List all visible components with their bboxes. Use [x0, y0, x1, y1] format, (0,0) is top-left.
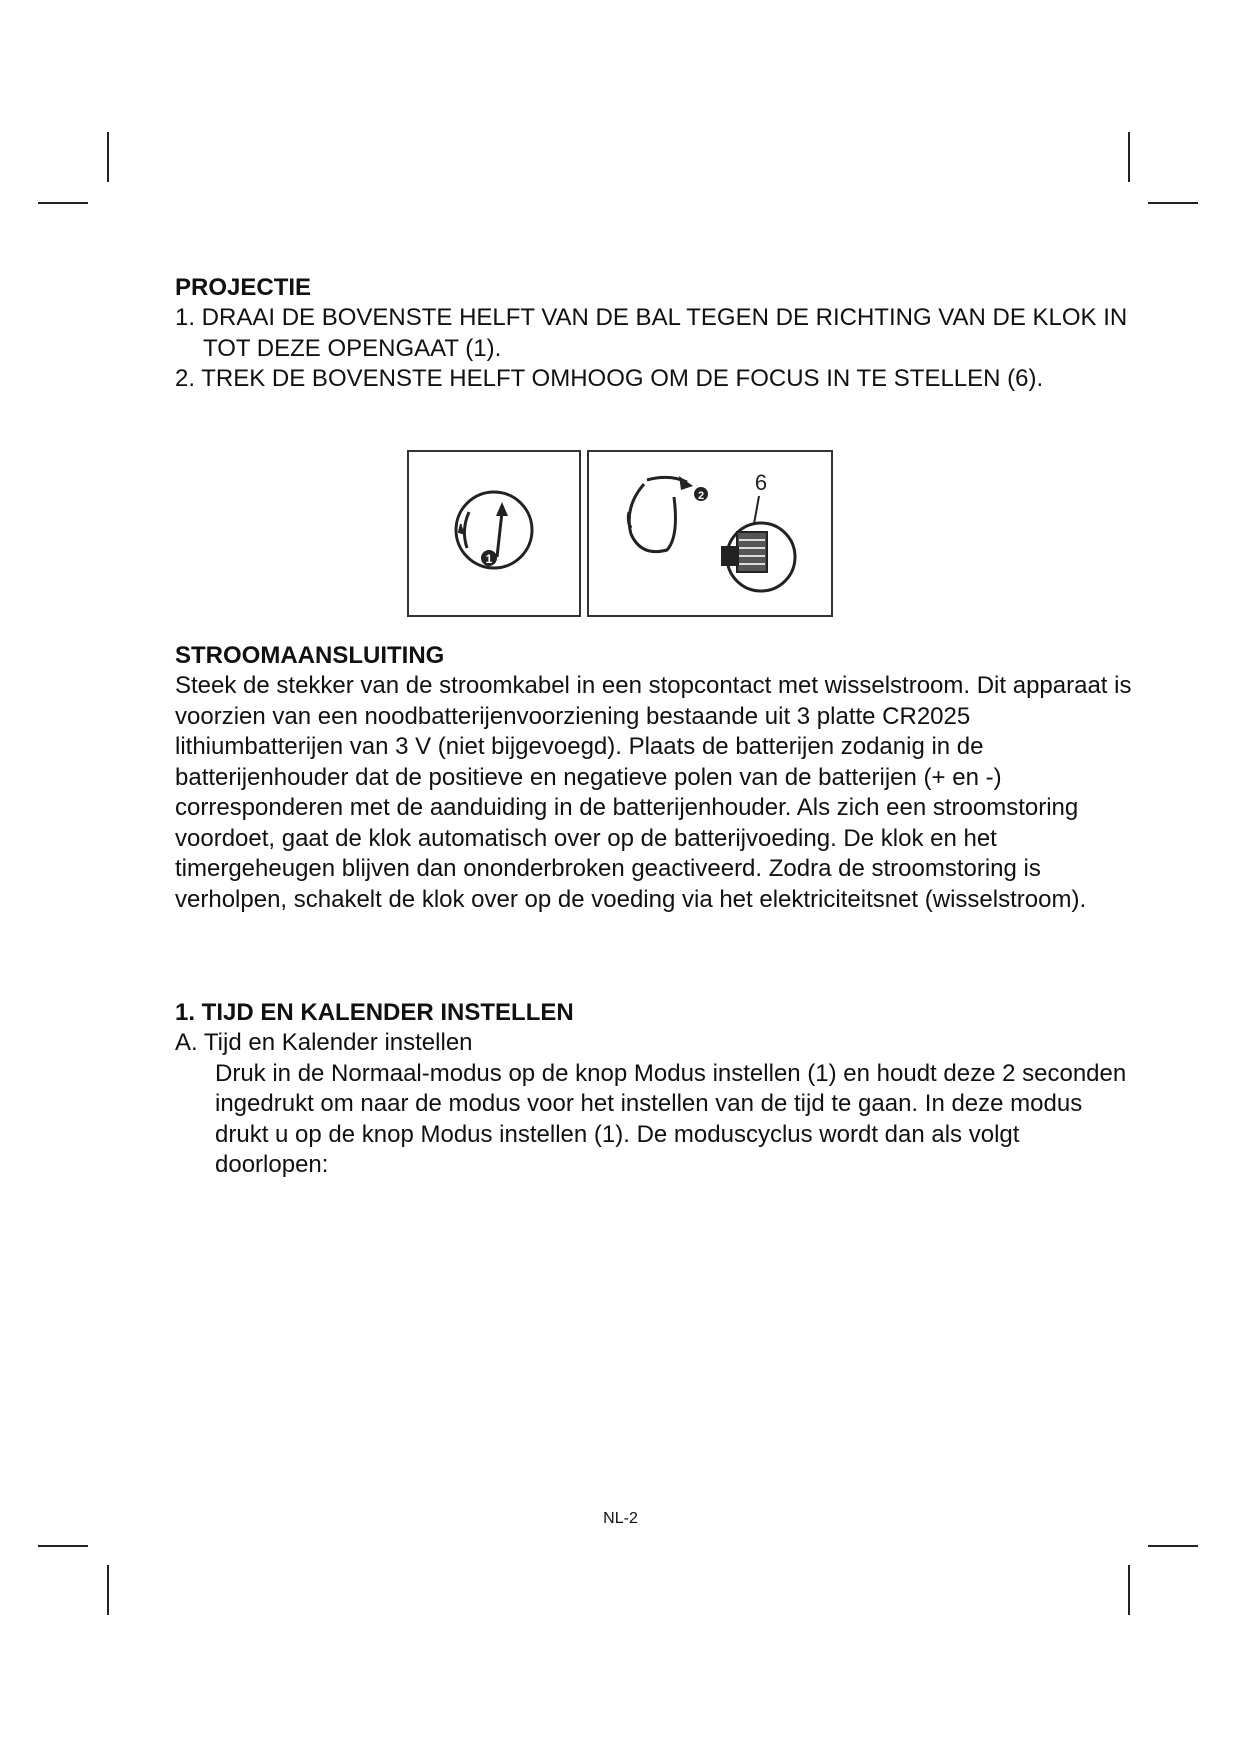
page-number: NL-2	[603, 1510, 638, 1527]
crop-mark-bottom-right-vertical	[1128, 1565, 1130, 1615]
projectie-heading: PROJECTIE	[175, 274, 312, 301]
stroom-heading: STROOMAANSLUITING	[175, 642, 445, 669]
crop-mark-top-left-horizontal	[38, 202, 88, 204]
crop-mark-top-left-vertical	[107, 132, 109, 182]
figure-panel-rotate	[407, 450, 581, 617]
ball-lift-illustration	[589, 452, 831, 615]
figure-label-6: 6	[754, 470, 768, 495]
stroom-body: Steek de stekker van de stroomkabel in een stopcontact met wisselstroom. Dit apparaat is voorzien van een noodbatterijenvoorziening bestaande uit 3 platte CR2025 lithiumbatterijen van 3 V (niet bijgevoegd). Plaats de batterijen zodanig in de batterijenhouder dat de positieve en negatieve polen van de batterijen (+ en -) corresponderen met de aanduiding in de batterijenhouder. Als zich een stroomstoring voordoet, gaat de klok automatisch over op de batterijvoeding. De klok en het timergeheugen blijven dan ononderbroken geactiveerd. Zodra de stroomstoring is verholpen, schakelt de klok over op de voeding via het elektriciteitsnet (wisselstroom).	[175, 672, 1132, 913]
ball-rotate-illustration	[409, 452, 579, 615]
crop-mark-top-right-horizontal	[1148, 202, 1198, 204]
projectie-step-1: 1. DRAAI DE BOVENSTE HELFT VAN DE BAL TEGEN DE RICHTING VAN DE KLOK IN TOT DEZE OPENGAAT (1).	[175, 304, 1128, 362]
crop-mark-bottom-left-horizontal	[38, 1545, 88, 1547]
tijd-body: Druk in de Normaal-modus op de knop Modus instellen (1) en houdt deze 2 seconden ingedrukt om naar de modus voor het instellen van de tijd te gaan. In deze modus drukt u op de knop Modus instellen (1). De moduscyclus wordt dan als volgt doorlopen:	[215, 1059, 1127, 1178]
tijd-subtitle: A. Tijd en Kalender instellen	[175, 1029, 473, 1056]
projectie-section	[175, 272, 1135, 395]
figure-panel-lift	[587, 450, 833, 617]
crop-mark-bottom-right-horizontal	[1148, 1545, 1198, 1547]
tijd-heading: 1. TIJD EN KALENDER INSTELLEN	[175, 999, 574, 1026]
figure-label-1: 1	[485, 552, 493, 566]
tijd-section	[175, 997, 1135, 1181]
projectie-step-2: 2. TREK DE BOVENSTE HELFT OMHOOG OM DE FOCUS IN TE STELLEN (6).	[175, 365, 1044, 392]
crop-mark-bottom-left-vertical	[107, 1565, 109, 1615]
figure-label-2: 2	[697, 490, 705, 502]
stroom-section	[175, 640, 1135, 915]
crop-mark-top-right-vertical	[1128, 132, 1130, 182]
